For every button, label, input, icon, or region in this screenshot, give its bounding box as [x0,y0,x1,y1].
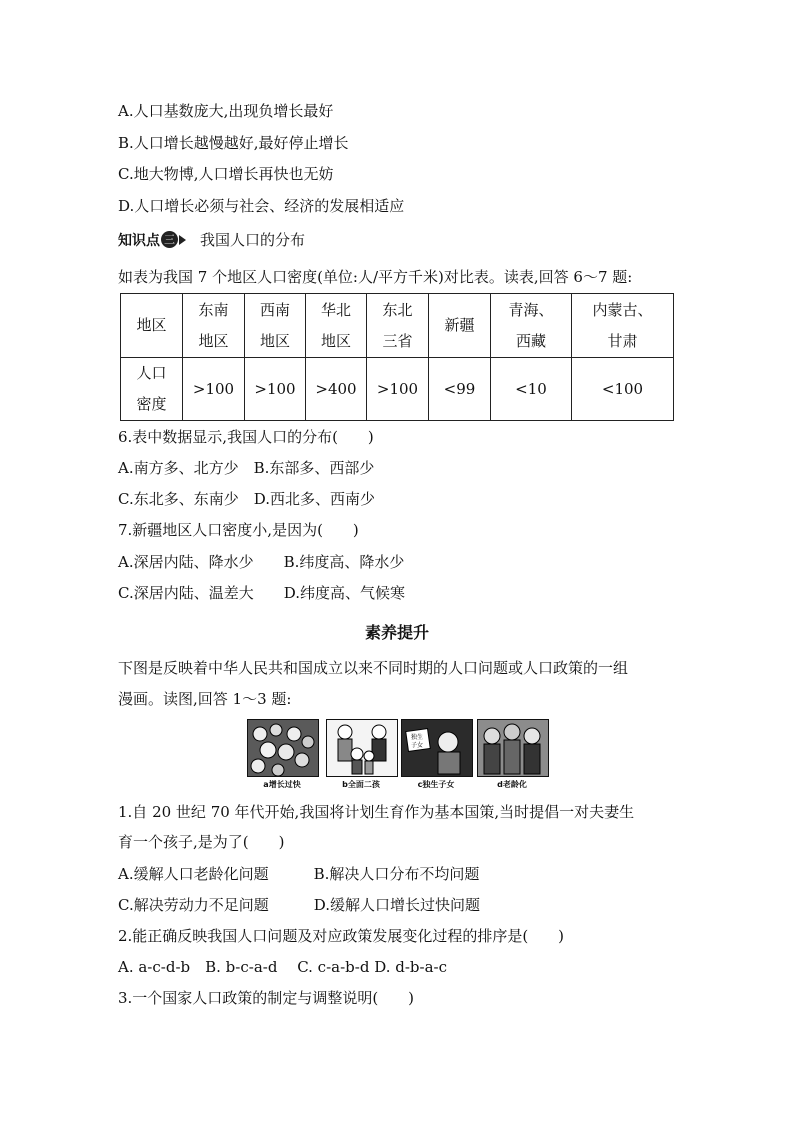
question-7-stem: 7.新疆地区人口密度小,是因为( ) [118,521,359,539]
knowledge-point-number-badge: 三 [161,231,178,248]
table-cell-density: >400 [306,358,367,421]
option-d: D.人口增长必须与社会、经济的发展相适应 [118,197,405,215]
question-6-options-2: C.东北多、东南少 D.西北多、西南少 [118,490,375,508]
question-6-stem: 6.表中数据显示,我国人口的分布( ) [118,428,374,446]
question-3-stem: 3.一个国家人口政策的制定与调整说明( ) [118,989,415,1007]
table-row-density [121,358,674,421]
cartoon-panel-two-child [326,719,398,777]
arrow-icon [179,235,186,245]
table-cell-density: >100 [183,358,245,421]
question-7-options-2: C.深居内陆、温差大 D.纬度高、气候寒 [118,584,405,602]
table-header-region: 地区 [121,294,183,358]
population-density-table [120,293,674,421]
cartoon-intro-1: 下图是反映着中华人民共和国成立以来不同时期的人口问题或人口政策的一组 [118,659,629,677]
cartoon-intro-2: 漫画。读图,回答 1～3 题: [118,690,292,708]
table-header-density: 人口 密度 [121,358,183,421]
table-cell-density: <10 [491,358,572,421]
question-2-stem: 2.能正确反映我国人口问题及对应政策发展变化过程的排序是( ) [118,927,565,945]
knowledge-point-label: 知识点 [118,232,160,249]
table-cell-region: 新疆 [429,294,491,358]
question-2-options: A. a-c-d-b B. b-c-a-d C. c-a-b-d D. d-b-a-c [118,958,447,976]
option-c: C.地大物博,人口增长再快也无妨 [118,165,334,183]
cartoon-caption: d老龄化 [497,780,527,789]
table-cell-density: >100 [245,358,306,421]
table-cell-region: 西南 地区 [245,294,306,358]
table-cell-density: <99 [429,358,491,421]
table-cell-region: 东北 三省 [367,294,429,358]
question-7-options-1: A.深居内陆、降水少 B.纬度高、降水少 [118,553,405,571]
cartoon-caption: c独生子女 [417,780,455,789]
cartoon-panel-rapid-growth [247,719,319,777]
cartoon-panel-aging [477,719,549,777]
question-6-options-1: A.南方多、北方少 B.东部多、西部少 [118,459,375,477]
question-1-options-2: C.解决劳动力不足问题 D.缓解人口增长过快问题 [118,896,480,914]
sign-text-line-2: 子女 [411,742,424,749]
cartoon-caption: a增长过快 [263,780,301,789]
sign-text-line-1: 独生 [411,734,424,741]
table-cell-region: 内蒙古、 甘肃 [572,294,674,358]
knowledge-point-title: 我国人口的分布 [200,231,306,249]
table-row-region [121,294,674,358]
table-cell-region: 青海、 西藏 [491,294,572,358]
option-a: A.人口基数庞大,出现负增长最好 [118,102,334,120]
question-1-stem-2: 育一个孩子,是为了( ) [118,833,285,851]
table-cell-density: <100 [572,358,674,421]
table-cell-region: 华北 地区 [306,294,367,358]
section-title: 素养提升 [364,623,429,642]
table-cell-region: 东南 地区 [183,294,245,358]
question-1-stem-1: 1.自 20 世纪 70 年代开始,我国将计划生育作为基本国策,当时提倡一对夫妻生 [118,803,635,821]
knowledge-point-heading [118,229,305,250]
table-intro: 如表为我国 7 个地区人口密度(单位:人/平方千米)对比表。读表,回答 6～7 题: [118,268,633,286]
cartoon-caption: b全面二孩 [342,780,380,789]
question-1-options-1: A.缓解人口老龄化问题 B.解决人口分布不均问题 [118,865,480,883]
table-cell-density: >100 [367,358,429,421]
option-b: B.人口增长越慢越好,最好停止增长 [118,134,349,152]
cartoon-panel-one-child [401,719,473,777]
